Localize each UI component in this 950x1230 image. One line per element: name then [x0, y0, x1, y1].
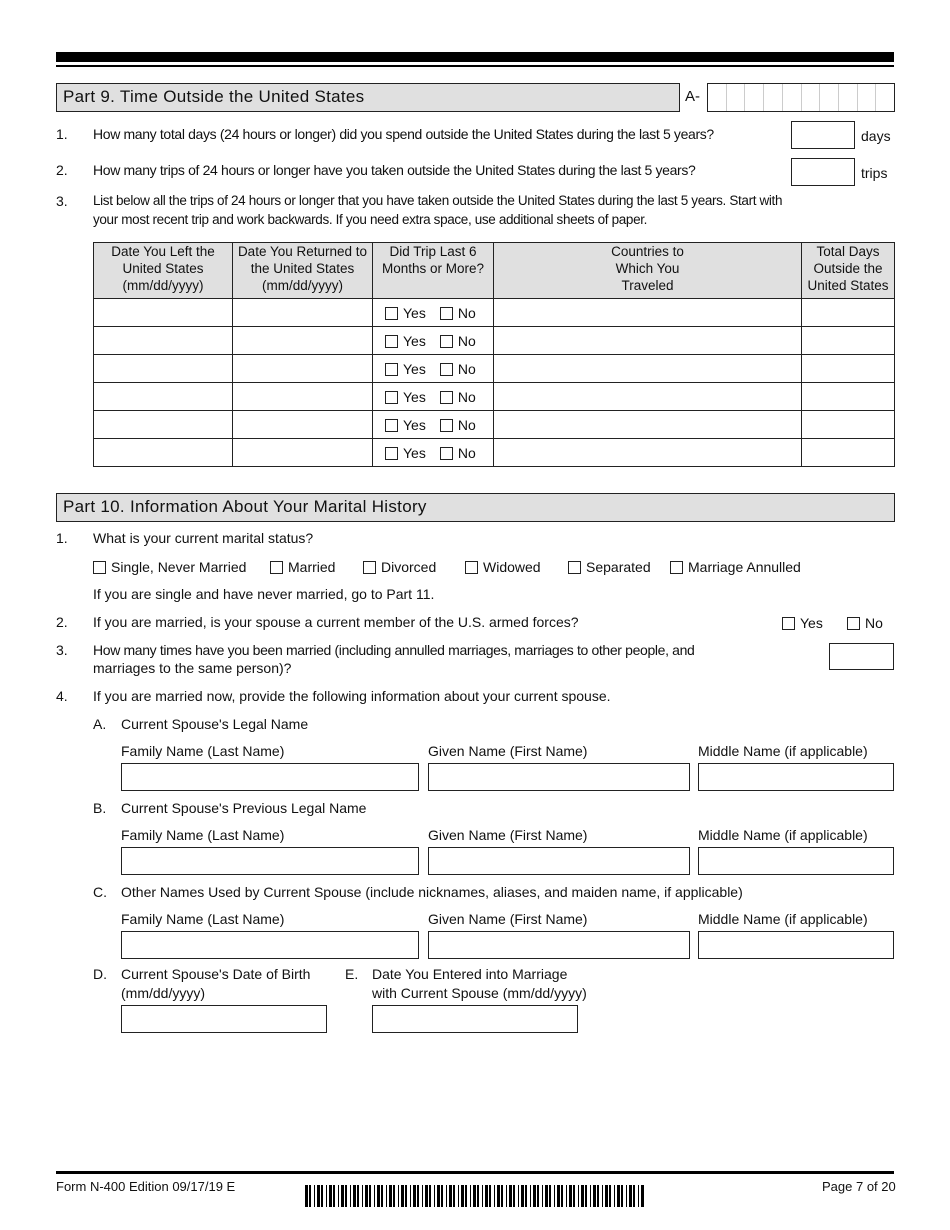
no-label: No: [457, 444, 476, 461]
date-left-cell[interactable]: [94, 327, 233, 355]
middle-name-input[interactable]: [698, 763, 894, 791]
single-note: If you are single and have never married, go to Part 11.: [93, 586, 435, 602]
given-name-label: Given Name (First Name): [428, 827, 588, 843]
countries-cell[interactable]: [494, 383, 802, 411]
middle-name-label: Middle Name (if applicable): [698, 743, 868, 759]
part10-header: Part 10. Information About Your Marital History: [56, 493, 895, 522]
times-married-input[interactable]: [829, 643, 894, 670]
a-number-digit[interactable]: [839, 84, 858, 111]
option-label: Single, Never Married: [111, 559, 247, 575]
marital-option[interactable]: [270, 558, 335, 576]
given-name-label: Given Name (First Name): [428, 743, 588, 759]
yes-label: Yes: [403, 388, 426, 405]
checkbox[interactable]: [782, 617, 795, 630]
part9-header: Part 9. Time Outside the United States: [56, 83, 680, 112]
no-label: No: [457, 360, 476, 377]
q1-text: How many total days (24 hours or longer) did you spend outside the United States during the last 5 years?: [93, 126, 714, 142]
spouse-dob-format: (mm/dd/yyyy): [121, 985, 205, 1001]
date-left-cell[interactable]: [94, 299, 233, 327]
yes-label: Yes: [403, 444, 426, 461]
family-name-input[interactable]: [121, 763, 419, 791]
checkbox[interactable]: [847, 617, 860, 630]
family-name-label: Family Name (Last Name): [121, 827, 285, 843]
total-days-cell[interactable]: [802, 439, 895, 467]
q3-text-1: List below all the trips of 24 hours or longer that you have taken outside the United States during the last 5 years. Start with: [93, 193, 783, 208]
yes-label: Yes: [403, 416, 426, 433]
section-label: Other Names Used by Current Spouse (include nicknames, aliases, and maiden name, if applicable): [121, 884, 743, 900]
times-married-text-1: How many times have you been married (including annulled marriages, marriages to other people, and: [93, 642, 695, 658]
yes-label: Yes: [403, 332, 426, 349]
a-number-digit[interactable]: [820, 84, 839, 111]
a-number-digit[interactable]: [708, 84, 727, 111]
given-name-input[interactable]: [428, 931, 690, 959]
date-returned-cell[interactable]: [233, 355, 373, 383]
armed-forces-q-text: If you are married, is your spouse a current member of the U.S. armed forces?: [93, 614, 579, 630]
q-number: 2.: [56, 614, 68, 630]
times-married-text-2: marriages to the same person)?: [93, 660, 292, 676]
no-checkbox[interactable]: [440, 447, 453, 460]
checkbox[interactable]: [465, 561, 478, 574]
yes-label: Yes: [403, 304, 426, 321]
total-days-cell[interactable]: [802, 411, 895, 439]
checkbox[interactable]: [363, 561, 376, 574]
date-returned-cell[interactable]: [233, 411, 373, 439]
total-days-cell[interactable]: [802, 299, 895, 327]
trips-input[interactable]: [791, 158, 855, 186]
countries-cell[interactable]: [494, 299, 802, 327]
no-checkbox[interactable]: [440, 307, 453, 320]
no-checkbox[interactable]: [440, 419, 453, 432]
col-date-left: Date You Left the United States (mm/dd/yyyy): [94, 243, 233, 299]
form-edition: Form N-400 Edition 09/17/19 E: [56, 1179, 236, 1194]
marital-option[interactable]: [465, 558, 541, 576]
yes-checkbox[interactable]: [385, 335, 398, 348]
col-countries: Countries to Which You Traveled: [494, 243, 802, 299]
yes-checkbox[interactable]: [385, 307, 398, 320]
option-label: Married: [288, 559, 336, 575]
given-name-input[interactable]: [428, 763, 690, 791]
date-left-cell[interactable]: [94, 411, 233, 439]
top-rule: [56, 65, 894, 67]
letter: C.: [93, 884, 107, 900]
marital-option[interactable]: [568, 558, 651, 576]
family-name-input[interactable]: [121, 931, 419, 959]
trips-label: trips: [861, 165, 888, 181]
six-months-cell: [373, 355, 494, 383]
middle-name-label: Middle Name (if applicable): [698, 911, 868, 927]
q3-text-2: your most recent trip and work backwards. If you need extra space, use additional sheets of paper.: [93, 212, 648, 227]
days-label: days: [861, 128, 891, 144]
spouse-dob-input[interactable]: [121, 1005, 327, 1033]
middle-name-input[interactable]: [698, 847, 894, 875]
q-number: 2.: [56, 162, 68, 178]
marital-option[interactable]: [93, 558, 246, 576]
no-checkbox[interactable]: [440, 363, 453, 376]
spouse-q-text: If you are married now, provide the following information about your current spouse.: [93, 688, 611, 704]
spouse-dob-label: Current Spouse's Date of Birth: [121, 966, 311, 982]
a-number-digit[interactable]: [858, 84, 877, 111]
marital-option[interactable]: [670, 558, 801, 576]
a-number-digit[interactable]: [727, 84, 746, 111]
no-label: No: [457, 388, 476, 405]
six-months-cell: [373, 327, 494, 355]
countries-cell[interactable]: [494, 411, 802, 439]
yes-checkbox[interactable]: [385, 363, 398, 376]
trips-table: [93, 242, 895, 467]
countries-cell[interactable]: [494, 439, 802, 467]
given-name-label: Given Name (First Name): [428, 911, 588, 927]
q-number: 1.: [56, 530, 68, 546]
no-label: No: [865, 615, 883, 631]
a-number-digit[interactable]: [783, 84, 802, 111]
countries-cell[interactable]: [494, 355, 802, 383]
six-months-cell: [373, 383, 494, 411]
six-months-cell: [373, 439, 494, 467]
six-months-cell: [373, 411, 494, 439]
middle-name-label: Middle Name (if applicable): [698, 827, 868, 843]
section-label: Current Spouse's Previous Legal Name: [121, 800, 367, 816]
letter: D.: [93, 966, 107, 982]
armed-forces-yes[interactable]: [782, 614, 823, 632]
top-bar: [56, 52, 894, 62]
marriage-date-format: with Current Spouse (mm/dd/yyyy): [372, 985, 587, 1001]
letter: B.: [93, 800, 107, 816]
date-returned-cell[interactable]: [233, 299, 373, 327]
yes-checkbox[interactable]: [385, 391, 398, 404]
checkbox[interactable]: [93, 561, 106, 574]
a-number-digit[interactable]: [876, 84, 894, 111]
option-label: Widowed: [483, 559, 541, 575]
table-row: [94, 411, 895, 439]
total-days-input[interactable]: [791, 121, 855, 149]
date-left-cell[interactable]: [94, 439, 233, 467]
armed-forces-no[interactable]: [847, 614, 883, 632]
col-date-returned: Date You Returned to the United States (mm/dd/yyyy): [233, 243, 373, 299]
q-number: 4.: [56, 688, 68, 704]
total-days-cell[interactable]: [802, 355, 895, 383]
checkbox[interactable]: [670, 561, 683, 574]
date-left-cell[interactable]: [94, 383, 233, 411]
col-six-months: Did Trip Last 6 Months or More?: [373, 243, 494, 299]
no-checkbox[interactable]: [440, 391, 453, 404]
footer-rule: [56, 1171, 894, 1174]
letter: E.: [345, 966, 359, 982]
marriage-date-input[interactable]: [372, 1005, 578, 1033]
date-left-cell[interactable]: [94, 355, 233, 383]
option-label: Divorced: [381, 559, 437, 575]
barcode: [305, 1185, 713, 1207]
a-number-digit[interactable]: [764, 84, 783, 111]
marital-option[interactable]: [363, 558, 436, 576]
total-days-cell[interactable]: [802, 327, 895, 355]
table-row: [94, 355, 895, 383]
q-number: 1.: [56, 126, 68, 142]
given-name-input[interactable]: [428, 847, 690, 875]
table-row: [94, 383, 895, 411]
col-total-days: Total Days Outside the United States: [802, 243, 895, 299]
countries-cell[interactable]: [494, 327, 802, 355]
total-days-cell[interactable]: [802, 383, 895, 411]
q-number: 3.: [56, 193, 68, 209]
no-checkbox[interactable]: [440, 335, 453, 348]
no-label: No: [457, 332, 476, 349]
checkbox[interactable]: [568, 561, 581, 574]
option-label: Separated: [586, 559, 651, 575]
a-number-label: A-: [685, 88, 700, 105]
middle-name-input[interactable]: [698, 931, 894, 959]
family-name-label: Family Name (Last Name): [121, 911, 285, 927]
option-label: Marriage Annulled: [688, 559, 801, 575]
checkbox[interactable]: [270, 561, 283, 574]
q2-text: How many trips of 24 hours or longer have you taken outside the United States during the last 5 years?: [93, 162, 696, 178]
yes-checkbox[interactable]: [385, 447, 398, 460]
no-label: No: [457, 304, 476, 321]
date-returned-cell[interactable]: [233, 439, 373, 467]
a-number-digit[interactable]: [745, 84, 764, 111]
yes-label: Yes: [800, 615, 823, 631]
marriage-date-label: Date You Entered into Marriage: [372, 966, 568, 982]
yes-checkbox[interactable]: [385, 419, 398, 432]
a-number-input[interactable]: [707, 83, 895, 112]
letter: A.: [93, 716, 107, 732]
family-name-label: Family Name (Last Name): [121, 743, 285, 759]
no-label: No: [457, 416, 476, 433]
marital-q-text: What is your current marital status?: [93, 530, 314, 546]
a-number-digit[interactable]: [802, 84, 821, 111]
table-row: [94, 327, 895, 355]
q-number: 3.: [56, 642, 68, 658]
page-number: Page 7 of 20: [822, 1179, 896, 1194]
section-label: Current Spouse's Legal Name: [121, 716, 309, 732]
family-name-input[interactable]: [121, 847, 419, 875]
table-row: [94, 439, 895, 467]
date-returned-cell[interactable]: [233, 327, 373, 355]
yes-label: Yes: [403, 360, 426, 377]
six-months-cell: [373, 299, 494, 327]
date-returned-cell[interactable]: [233, 383, 373, 411]
table-row: [94, 299, 895, 327]
